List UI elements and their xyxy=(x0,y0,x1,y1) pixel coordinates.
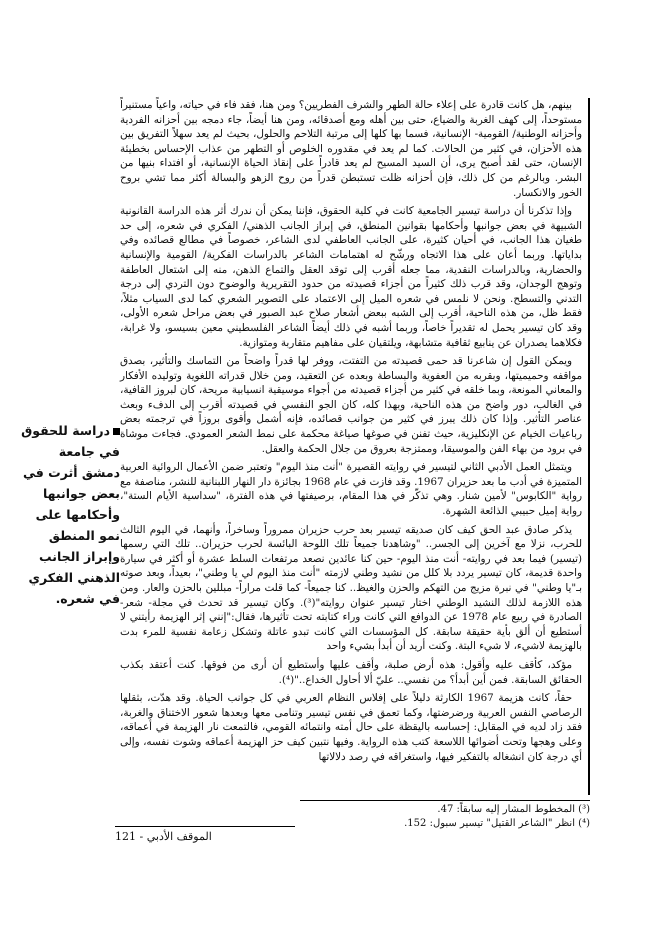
paragraph-6: مؤكد، كأقف عليه وأقول: هذه أرض صلبة، وأقف عليها وأستطيع أن أرى من فوقها. كنت أعتقد بكذب الحقائق السابقة. فمن أين أبدأ؟ من نفسي.. عليّ ألا أحاول الخداع.."(⁴). xyxy=(120,658,582,686)
square-bullet-icon xyxy=(113,428,120,435)
sidebar-pull-quote xyxy=(20,420,120,609)
paragraph-5: يذكر صادق عبد الحق كيف كان صديقه تيسير بعد حرب حزيران ممروراً وساخراً، وأنهما، في اليوم الثالث للحرب، نزلا مع آخرين إلى الجسر.. "وشاهدنا جميعاً تلك اللوحة البائسة لحرب حزيران.. تلك التي رسمها (تيسير) فيما بعد في روايته- أنت منذ اليوم- حين كنا عائدين نصعد مرتفعات السلط عشرة أو أكثر في سيارة واحدة قديمة، كان تيسير يردد بلا كلل من نشيد وطني لازمته "أنت منذ اليوم لي يا وطني"، بعيداً، وبعد صوته بـ"يا وطني" في نبرة مزيج من التهكم والحزن والغيظ.. كنا جميعاً- كما قلت مراراً- مبللين بالحزن والعار. ومن هذه اللازمة لذلك النشيد الوطني اختار تيسير عنوان روايته"(³). وكان تيسير قد تحدث في مجلة- شعر- الصادرة في ربيع عام 1978 عن الدوافع التي كانت وراء كتابته تحت تأثيرها، فقال:"إنني إثر الهزيمة رأيتني لا أستطيع أن ألق بأية حقيقة سابقة. كل المؤسسات التي كانت تبدو عاتلة وتشكل زعامة نفسية للمرء بدت بالهزيمة لاشيء، لا شيء البتة. وكنت أريد أن أبدأ بشيء واحد xyxy=(120,523,582,653)
paragraph-1: بينهم، هل كانت قادرة على إعلاء حالة الطهر والشرف الفطريين؟ ومن هنا، فقد فاء في حياته، واعياً مستنيراً مستوحداً، إلى كهف الغربة والضياع، حتى بين أهله ومع أصدقائه، ومن هنا أيضاً، جاء دمجه بين أحزانه الفردية وأحزانه الوطنية/ القومية- الإنسانية، فسما بها كلها إلى مرتبة التلاحم والحلول، بحيث لم يعد سهلاً التفريق بين هذه الأحزان، في كثير من الحالات. كما لم يعد في مقدوره الخلوص أو التطهر من عذاب الإحساس بخطيئة الإنسان، حتى لقد أصبح يرى، أن السيد المسيح لم يعد قادراً على إنقاذ الحياة الإنسانية، أو افتداء بنيها من البشر. وبالرغم من كل ذلك، فإن أحزانه ظلت تستبطن قدراً من روح الزهو والبسالة أكثر مما تشي بروح الخور والانكسار. xyxy=(120,99,582,199)
main-text-column xyxy=(120,98,590,795)
paragraph-3: ويمكن القول إن شاعرنا قد حمى قصيدته من التفتت، ووفر لها قدراً واضحاً من التماسك والتأثير، بصدق مواقفه وحميميتها، وبقربه من العفوية والبساطة وبعده عن التعقيد، ومن خلال قدراته اللغوية وتوليده الأفكار والمعاني المونعة، وبما خلقه في كثير من أجزاء قصيدته من أجواء موسيقية انسيابية مريحة، كان لبروز القافية، في الغالب، دور واضح من هذه الناحية، وبهذا كله، كان الجو النفسي في قصيدته أقرب إلى الدفء وبعث عناصر التأثير. وإذا كان ذلك يبرز في كثير من جوانب قصائده، فإنه أشمل وأقوى بروزاً في ترجمته بعض رباعيات الخيام عن الإنكليزية، حيث تفنن في صوغها صياغة محكمة على نمط الشعر العمودي. فجاءت موشاة في برود من بهاء الفن والموسيقا، وممتزجة بعروق من جلال الحكمة والعقل. xyxy=(120,355,582,455)
footnotes xyxy=(300,800,590,831)
footer-text: الموقف الأدبي - 121 xyxy=(115,830,212,843)
footnote-4: (⁴) انظر "الشاعر القتيل" تيسير سبول: 152. xyxy=(404,818,590,829)
paragraph-2: وإذا تذكرنا أن دراسة تيسير الجامعية كانت في كلية الحقوق، فإننا يمكن أن ندرك أثر هذه الدراسة القانونية الشبيهة في بعض جوانبها وأحكامها بقوانين المنطق، في إبراز الجانب الذهني/ الفكري في شعره، إلى حد طغيان هذا الجانب، في أحيان كثيرة، على الجانب العاطفي لدى الشاعر، خصوصاً في مطالع قصائده وفي بداياتها. وربما أعان على هذا الاتجاه ورشّح له اهتمامات الشاعر بالدراسات الفكرية/ القومية والإنسانية والحضارية، وبالدراسات النقدية، مما جعله أقرب إلى توقد العقل والتماع الذهن، منه إلى اشتعال العاطفة وتوهج الوجدان، وقد قرب ذلك كثيراً من أجزاء قصيدته من حدود التقريرية والوضوح دون التردي إلى درجة التدني والتسطح. ونحن لا نلمس في شعره الميل إلى الاعتماد على التصوير الشعري كما لدى السياب مثلاً، فقط ظل، من هذه الناحية، أقرب إلى الشبه ببعض أشعار صلاح عبد الصبور في بعض مراحل شعره الأولى، وقد كان تيسير يحمل له تقديراً خاصاً، وربما أشبه في ذلك أيضاً الشاعر الفلسطيني معين بسيسو، ولا غرابة، فكلاهما يصدران عن ينابيع ثقافية متشابهة، ويلتقيان على مفاهيم متقاربة ومتوازية. xyxy=(120,205,582,349)
footnote-3: (³) المخطوط المشار إليه سابقاً: 47. xyxy=(437,804,590,815)
pull-quote-text: دراسة للحقوق في جامعة دمشق أثرت في بعض جوانبها وأحكامها على نمو المنطق وإبراز الجانب الذهني الفكري في شعره. xyxy=(21,423,120,606)
page-footer xyxy=(115,826,295,843)
paragraph-4: ويتمثل العمل الأدبي الثاني لتيسير في روايته القصيرة "أنت منذ اليوم" وتعتبر ضمن الأعمال الروائية العربية المتميزة في أدب ما بعد حزيران 1967. وقد فازت في عام 1968 بجائزة دار النهار اللبنانية للنشر، مناصفة مع رواية "الكابوس" لأمين شنار. وهي تذكّر في هذا المقام، برصيفتها في هذه الفترة، "سداسية الأيام الستة"، رواية إميل حبيبي الذائعة الشهرة. xyxy=(120,461,583,518)
paragraph-7: حقاً، كانت هزيمة 1967 الكارثة دليلاً على إفلاس النظام العربي في كل جوانب الحياة. وقد هدّت، بثقلها الرصاصي النفس العربية ورضرضتها، وكما تعمق في نفس تيسير وتنامى معها وبعدها شعور الاختناق والغربة، فقد زاد لديه في المقابل: إحساسه باليقظة على حال أمته وانتمائه القومي، فالتمعت نار الهزيمة في أعماقه، وعلى وهجها وتحت أضوائها اللاسعة كتب هذه الرواية. وفيها نتبين كيف حز الهزيمة أعماقه وشوت نفسه، وإلى أي درجة كان انشغاله بالتفكير فيها، واستغراقه في رصد دلالاتها xyxy=(120,692,582,763)
